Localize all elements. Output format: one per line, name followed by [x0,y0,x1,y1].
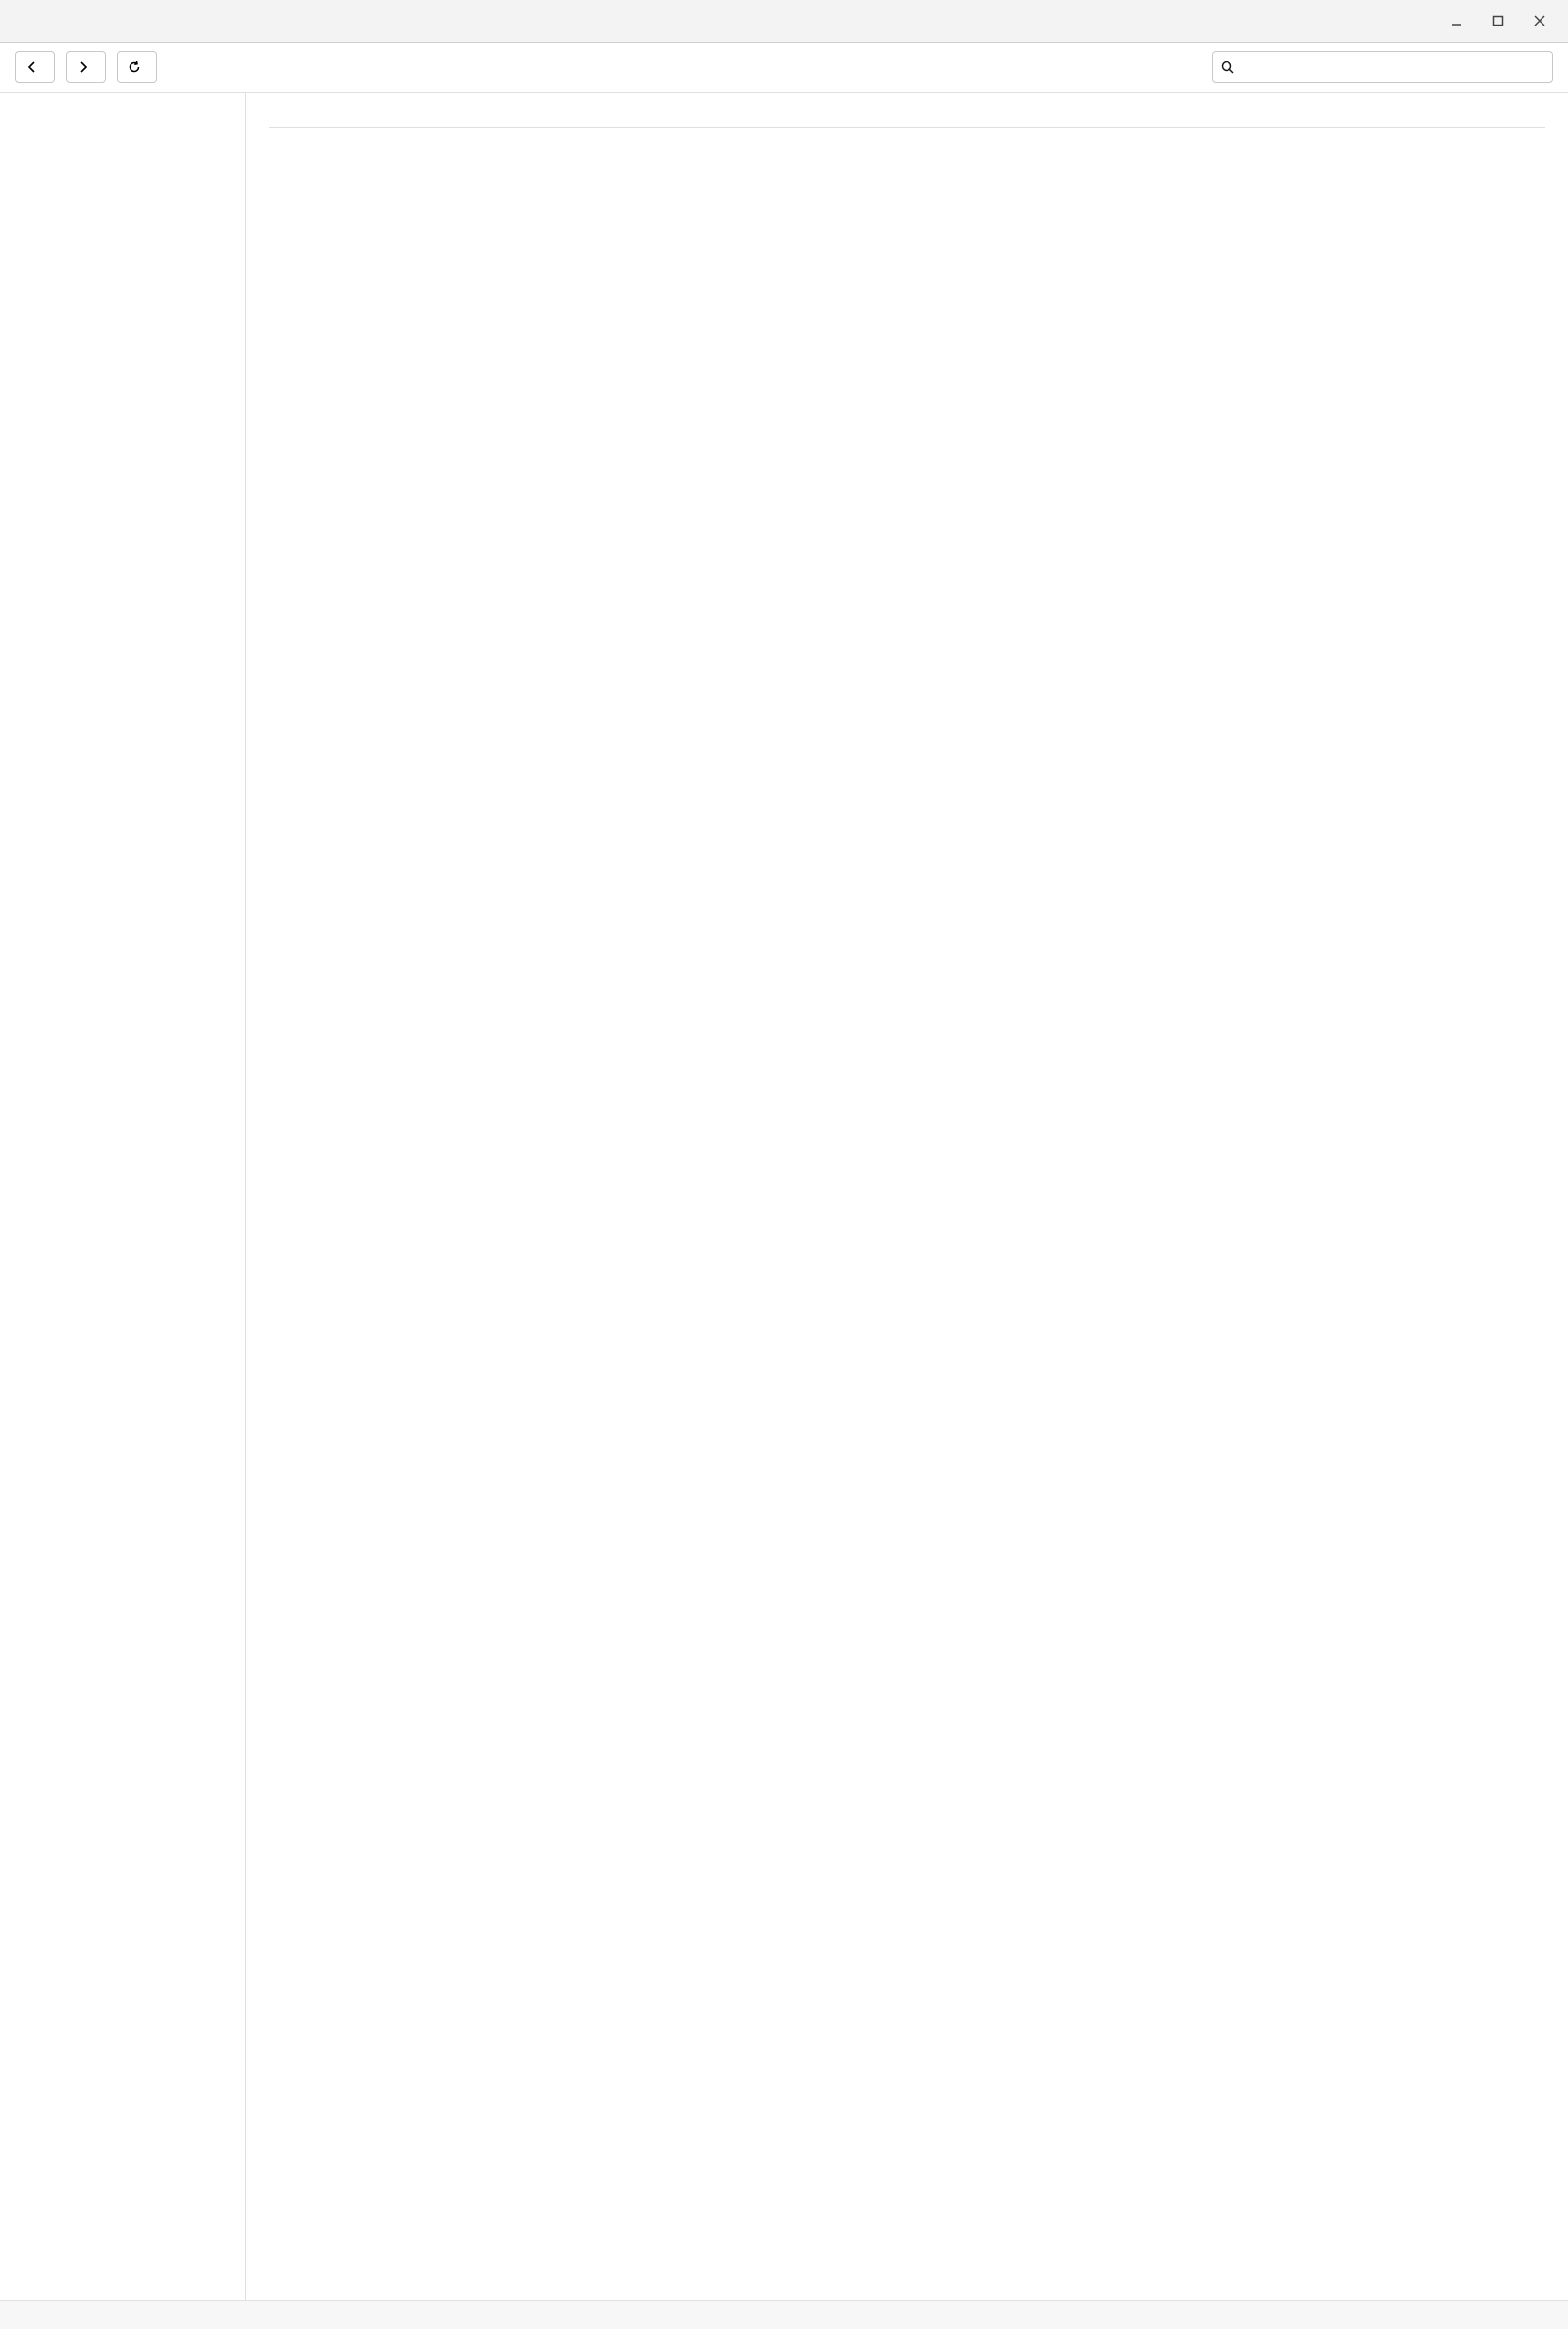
tab-1[interactable] [269,112,299,127]
sidebar-item-1[interactable] [0,104,245,138]
sidebar [0,93,246,2300]
page-title [269,143,1545,171]
refresh-button[interactable] [117,51,157,83]
back-icon [26,61,39,74]
title-bar [0,0,1568,43]
maximize-icon [1492,15,1504,26]
main-content [246,93,1568,2300]
status-bar [0,2300,1568,2329]
tab-2[interactable] [303,112,333,127]
app-body [0,93,1568,2300]
minimize-button[interactable] [1443,8,1470,34]
maximize-button[interactable] [1485,8,1511,34]
close-icon [1534,15,1545,26]
search-input[interactable] [1240,59,1544,76]
back-button[interactable] [15,51,55,83]
forward-icon [77,61,90,74]
minimize-icon [1451,15,1462,26]
forward-button[interactable] [66,51,106,83]
close-button[interactable] [1526,8,1553,34]
search-icon [1221,61,1234,74]
toolbar [0,43,1568,93]
search-box [1212,51,1553,83]
refresh-icon [128,61,141,74]
sidebar-item-3[interactable] [0,172,245,206]
tab-bar [269,112,1545,128]
sidebar-item-2[interactable] [0,138,245,172]
main-body-text [269,186,1545,209]
